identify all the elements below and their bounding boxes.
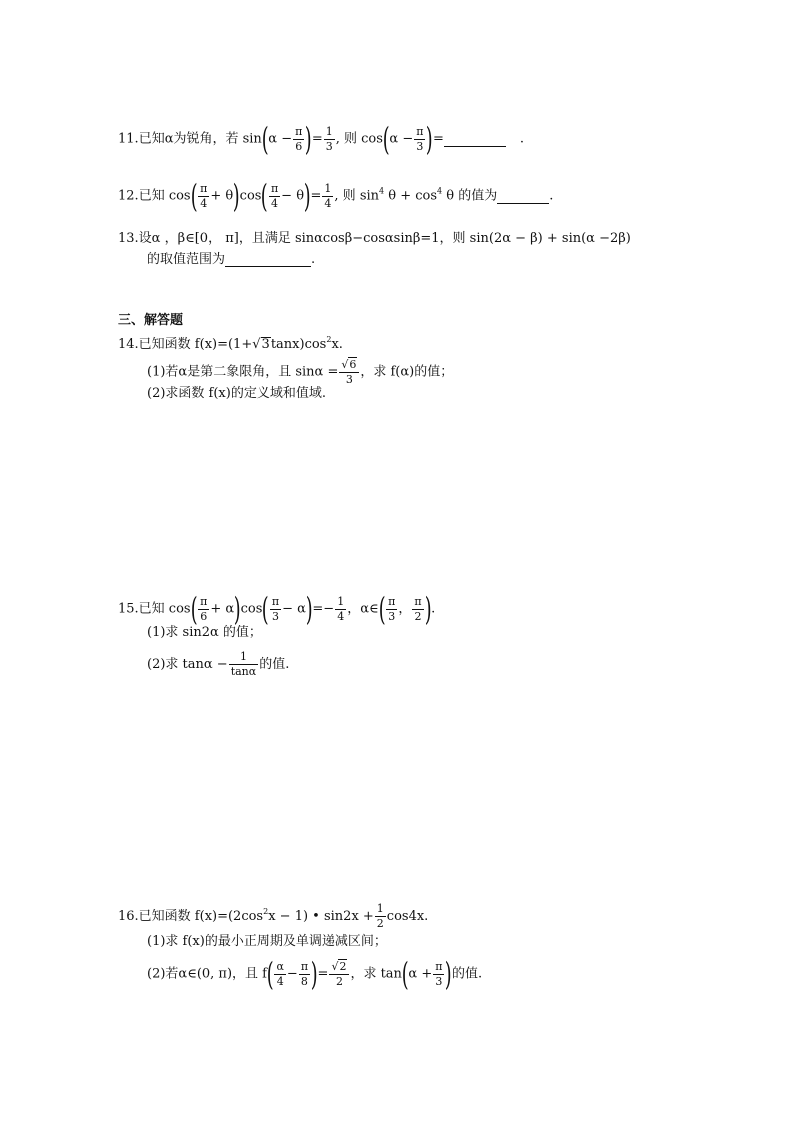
question-11: 11.已知α为锐角，若 sin(α − $\frac{\pi}{6}$ )= $\frac{1}{3}$ , 则 cos(α − $\frac{\pi}{3}$ )= . xyxy=(118,120,524,158)
fraction: $\frac{\pi}{6}$ xyxy=(200,594,208,623)
fraction: $\frac{\pi}{3}$ xyxy=(388,594,396,623)
question-14: 14.已知函数 $f(x)=(1+√3\tan x)\cos^2x$. xyxy=(118,335,343,352)
fraction: $\frac{\pi}{4}$ xyxy=(200,181,208,210)
question-15-part-1: (1)求 sin2α 的值； xyxy=(147,625,262,640)
fraction: $\frac{1}{\tan\alpha}$ xyxy=(230,650,257,678)
question-14-part-2: (2)求函数 f(x)的定义域和值域. xyxy=(147,386,326,401)
fraction: $\frac{\pi}{3}$ xyxy=(435,959,443,988)
question-13-line-2: 的取值范围为 . xyxy=(147,252,316,267)
question-14-part-1: (1)若α是第二象限角，且 sinα = $\frac{√6}{3}$ ，求 f(α)的值； xyxy=(147,358,454,386)
question-12: 12.已知 cos( $\frac{\pi}{4}$ + θ)cos( $\frac{\pi}{4}$ − θ)= $\frac{1}{4}$ , 则 $\sin^4 \theta + \cos^4 \theta$ 的值为 . xyxy=(118,177,554,215)
fraction: $\frac{1}{4}$ xyxy=(337,594,345,623)
question-13-line-1: 13.设α ，β∈[0， π]，且满足 sinαcosβ−cosαsinβ=1，则 sin(2α − β) + sin(α −2β) xyxy=(118,231,631,246)
fraction: $\frac{1}{4}$ xyxy=(324,181,332,210)
answer-blank[interactable] xyxy=(225,252,311,267)
fraction: $\frac{\pi}{3}$ xyxy=(271,594,280,623)
answer-blank[interactable] xyxy=(444,132,506,147)
fraction: $\frac{\pi}{8}$ xyxy=(300,959,309,988)
section-heading: 三、解答题 xyxy=(118,313,184,328)
fraction: $\frac{\alpha}{4}$ xyxy=(276,959,284,988)
question-15: 15.已知 cos( $\frac{\pi}{6}$ + α)cos( $\frac{\pi}{3}$ − α)=− $\frac{1}{4}$ ，α∈( $\frac{\pi}{3}$ ， $\frac{\pi}{2}$ ). xyxy=(118,590,436,628)
fraction: $\frac{\pi}{3}$ xyxy=(416,124,424,153)
answer-blank[interactable] xyxy=(497,189,549,204)
fraction: $\frac{\pi}{6}$ xyxy=(295,124,303,153)
fraction: $\frac{\pi}{4}$ xyxy=(270,181,279,210)
question-16-part-2: (2)若α∈(0, π)，且 f( $\frac{\alpha}{4}$ − $\frac{\pi}{8}$ )= $\frac{√2}{2}$ ，求 tan(α + $\frac{\pi}{3}$ )的值. xyxy=(147,955,483,993)
fraction: $\frac{1}{2}$ xyxy=(376,902,384,930)
fraction: $\frac{√6}{3}$ xyxy=(339,357,359,387)
fraction: $\frac{\pi}{2}$ xyxy=(414,594,422,623)
question-16-part-1: (1)求 f(x)的最小正周期及单调递减区间； xyxy=(147,934,387,949)
fraction: $\frac{√2}{2}$ xyxy=(329,959,349,989)
question-16: 16.已知函数 $f(x)=(2\cos^2x - 1)$ • sin2x + $\frac{1}{2}$ cos4x. xyxy=(118,902,429,930)
fraction: $\frac{1}{3}$ xyxy=(325,124,333,153)
question-15-part-2: (2)求 tanα − $\frac{1}{\tan\alpha}$ 的值. xyxy=(147,650,290,678)
